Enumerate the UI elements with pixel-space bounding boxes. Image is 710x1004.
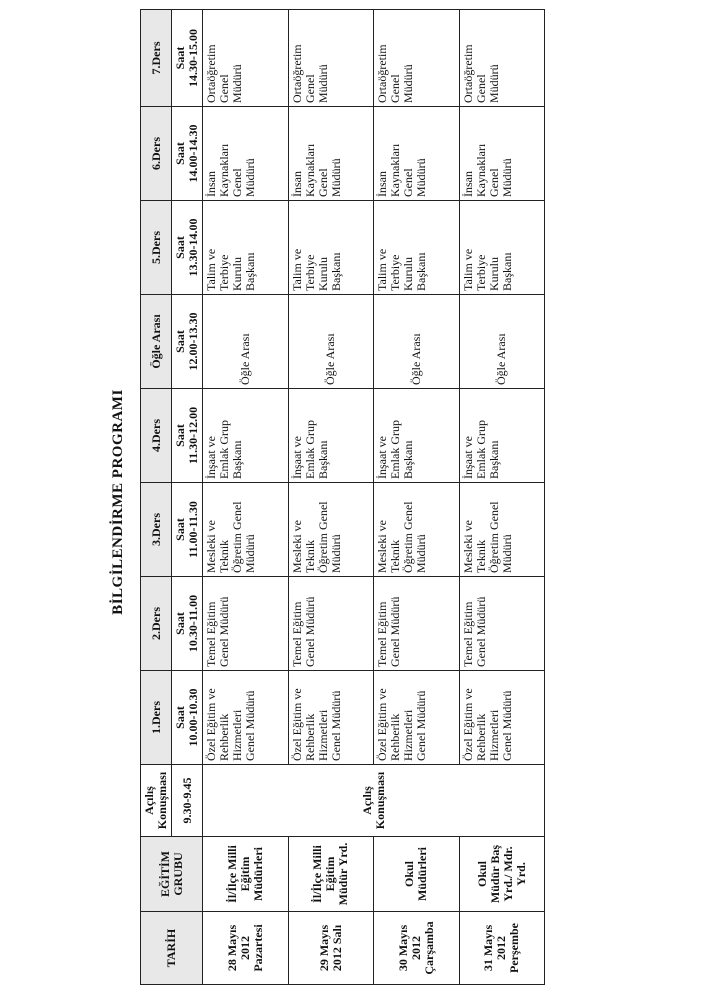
lesson-line: Teknik xyxy=(302,539,317,573)
lesson-line: Emlak Grup xyxy=(473,420,488,479)
lesson-line: Rehberlik xyxy=(217,713,231,761)
lesson-line: Talim ve xyxy=(204,248,218,291)
lesson-line: İnsan xyxy=(460,171,475,197)
header-time-line: Saat xyxy=(173,330,187,353)
lesson-line: Başkanı xyxy=(414,252,428,291)
lesson-line: Genel xyxy=(230,168,244,197)
lesson-line: Hizmetleri xyxy=(486,709,501,761)
group-line: İl/İlçe Milli xyxy=(310,845,325,903)
header-time-line: Saat xyxy=(173,142,187,165)
header-time-5 xyxy=(172,295,203,389)
lesson-line: İnşaat ve xyxy=(375,436,389,479)
lesson-cell xyxy=(459,107,545,201)
lesson-line: Emlak Grup xyxy=(302,420,317,479)
lesson-line: Kurulu xyxy=(486,257,501,291)
group-line: Yrd./ Mdr. xyxy=(500,846,515,902)
lesson-line: Temel Eğitim xyxy=(204,601,218,667)
header-lesson-5: Öğle Arası xyxy=(141,295,172,389)
lesson-cell xyxy=(288,10,374,107)
header-time-line: 11.30-12.00 xyxy=(186,406,200,465)
lesson-line: Talim ve xyxy=(460,248,475,291)
group-line: Müdür Yrd. xyxy=(336,842,351,906)
header-time-line: 14.00-14.30 xyxy=(186,124,200,183)
lesson-line: Müdürü xyxy=(499,534,514,573)
group-line: Müdürleri xyxy=(415,847,430,901)
table-row xyxy=(374,10,460,985)
lesson-cell xyxy=(374,577,460,671)
header-time-2 xyxy=(172,577,203,671)
lesson-line: Emlak Grup xyxy=(217,420,231,479)
lesson-line: Öğle Arası xyxy=(323,333,338,385)
lesson-line: Genel Müdürü xyxy=(217,596,231,667)
header-time-line: 14.30-15.00 xyxy=(186,29,200,87)
header-date: TARİH xyxy=(141,912,203,985)
lesson-line: Müdürü xyxy=(243,534,257,573)
lesson-line: Genel Müdürü xyxy=(499,690,514,761)
schedule-table xyxy=(140,9,545,985)
lesson-line: Teknik xyxy=(388,539,402,573)
lesson-line: Temel Eğitim xyxy=(460,601,475,667)
lesson-cell xyxy=(203,10,289,107)
lesson-line: Özel Eğitim ve xyxy=(289,688,304,761)
lesson-line: Öğle Arası xyxy=(408,333,423,385)
date-cell xyxy=(288,912,374,985)
lesson-cell xyxy=(203,577,289,671)
lesson-cell xyxy=(374,389,460,483)
header-opening-line: Konuşması xyxy=(155,771,169,830)
lesson-cell xyxy=(203,107,289,201)
page-title: BİLGİLENDİRME PROGRAMI xyxy=(110,389,126,615)
lesson-cell xyxy=(288,483,374,577)
lesson-cell xyxy=(203,389,289,483)
lesson-line: Ortaöğretim xyxy=(375,44,389,103)
header-time-line: Saat xyxy=(173,612,187,635)
lesson-line: Mesleki ve xyxy=(289,520,304,573)
lesson-line: Müdürü xyxy=(243,158,257,197)
header-opening xyxy=(141,765,172,837)
table-row xyxy=(459,10,545,985)
lesson-line: Başkanı xyxy=(243,252,257,291)
lesson-line: İnsan xyxy=(289,171,304,197)
date-cell xyxy=(203,912,289,985)
date-line: Çarşamba xyxy=(421,921,436,975)
lesson-cell xyxy=(374,483,460,577)
lesson-line: Ortaöğretim xyxy=(204,44,218,103)
header-time-1 xyxy=(172,671,203,765)
lesson-line: Mesleki ve xyxy=(204,520,218,573)
lesson-line: Genel Müdürü xyxy=(302,596,317,667)
header-opening-time: 9.30-9.45 xyxy=(172,765,203,837)
lesson-line: Hizmetleri xyxy=(315,709,330,761)
lesson-cell xyxy=(374,107,460,201)
header-time-8 xyxy=(172,10,203,107)
header-lesson-8: 7.Ders xyxy=(141,10,172,107)
group-cell xyxy=(459,837,545,912)
lesson-line: Müdürü xyxy=(499,158,514,197)
lesson-line: Müdürü xyxy=(414,534,428,573)
lesson-line: Emlak Grup xyxy=(388,420,402,479)
group-line: Okul xyxy=(474,861,489,888)
lesson-line: Müdürü xyxy=(328,534,343,573)
lesson-cell xyxy=(288,577,374,671)
lesson-cell xyxy=(288,389,374,483)
group-line: Eğitim xyxy=(323,856,338,892)
date-line: 2012 xyxy=(408,936,423,960)
lunch-cell xyxy=(459,295,545,389)
lesson-line: Kaynakları xyxy=(302,143,317,197)
lesson-line: Başkanı xyxy=(328,252,343,291)
group-line: Yrd. xyxy=(513,862,528,886)
opening-cell xyxy=(203,765,545,837)
lesson-line: Öğretim Genel xyxy=(315,501,330,573)
header-lesson-3: 3.Ders xyxy=(141,483,172,577)
lesson-line: Başkanı xyxy=(401,440,415,479)
lesson-line: Ortaöğretim xyxy=(460,44,475,103)
lesson-line: Müdürü xyxy=(230,64,244,103)
lesson-line: Genel xyxy=(486,168,501,197)
date-line: 30 Mayıs xyxy=(395,924,410,972)
lesson-line: Genel xyxy=(302,74,317,103)
group-line: Müdür Baş xyxy=(487,844,502,904)
lesson-line: Özel Eğitim ve xyxy=(204,688,218,761)
header-time-3 xyxy=(172,483,203,577)
date-line: Pazartesi xyxy=(250,924,265,972)
lesson-line: Başkanı xyxy=(486,440,501,479)
lesson-cell xyxy=(288,201,374,295)
table-row xyxy=(288,10,374,985)
lesson-cell xyxy=(288,671,374,765)
header-time-line: 11.00-11.30 xyxy=(186,501,200,558)
group-cell xyxy=(288,837,374,912)
date-line: 28 Mayıs xyxy=(224,924,239,972)
lunch-cell xyxy=(374,295,460,389)
header-lesson-4: 4.Ders xyxy=(141,389,172,483)
header-opening-line: Açılış xyxy=(142,786,156,815)
lesson-cell xyxy=(203,671,289,765)
lesson-line: Öğretim Genel xyxy=(230,501,244,573)
lesson-line: Genel xyxy=(401,168,415,197)
lesson-cell xyxy=(459,577,545,671)
header-row xyxy=(141,10,172,985)
lesson-line: Ortaöğretim xyxy=(289,44,304,103)
header-time-line: 12.00-13.30 xyxy=(186,312,200,371)
lesson-line: Teknik xyxy=(473,539,488,573)
lesson-cell xyxy=(374,201,460,295)
header-group-line: GRUBU xyxy=(170,852,185,896)
lesson-line: Öğretim Genel xyxy=(486,501,501,573)
lesson-line: Başkanı xyxy=(230,440,244,479)
lesson-cell xyxy=(459,10,545,107)
lesson-line: Terbiye xyxy=(217,254,231,291)
header-time-line: Saat xyxy=(173,424,187,447)
header-lesson-2: 2.Ders xyxy=(141,577,172,671)
lesson-line: Terbiye xyxy=(302,254,317,291)
header-time-line: Saat xyxy=(173,46,187,70)
lesson-cell xyxy=(459,483,545,577)
lesson-cell xyxy=(459,671,545,765)
date-cell xyxy=(459,912,545,985)
lesson-line: Talim ve xyxy=(289,248,304,291)
lesson-line: Talim ve xyxy=(375,248,389,291)
lunch-cell xyxy=(203,295,289,389)
header-time-line: 10.30-11.00 xyxy=(186,594,200,653)
lesson-line: Müdürü xyxy=(315,64,330,103)
header-time-line: Saat xyxy=(173,706,187,729)
lesson-line: Genel Müdürü xyxy=(414,690,428,761)
lesson-line: Genel Müdürü xyxy=(243,690,257,761)
header-lesson-7: 6.Ders xyxy=(141,107,172,201)
date-line: 31 Mayıs xyxy=(481,924,496,972)
header-time-line: 13.30-14.00 xyxy=(186,218,200,277)
group-line: İl/İlçe Milli xyxy=(224,845,239,903)
lesson-line: Genel Müdürü xyxy=(328,690,343,761)
lesson-line: İnşaat ve xyxy=(204,436,218,479)
group-line: Okul xyxy=(402,861,417,888)
lesson-cell xyxy=(459,389,545,483)
lesson-line: Rehberlik xyxy=(302,713,317,761)
header-lesson-1: 1.Ders xyxy=(141,671,172,765)
lesson-line: İnşaat ve xyxy=(289,436,304,479)
lesson-line: Müdürü xyxy=(486,64,501,103)
lesson-line: Terbiye xyxy=(388,254,402,291)
header-time-line: Saat xyxy=(173,236,187,259)
lesson-line: Kurulu xyxy=(230,257,244,291)
lesson-line: Kurulu xyxy=(315,257,330,291)
lesson-line: Öğle Arası xyxy=(494,333,509,385)
date-cell xyxy=(374,912,460,985)
lesson-line: Kurulu xyxy=(401,257,415,291)
lesson-line: Genel xyxy=(473,74,488,103)
lesson-line: İnşaat ve xyxy=(460,436,475,479)
header-time-7 xyxy=(172,107,203,201)
lesson-cell xyxy=(374,671,460,765)
lesson-cell xyxy=(203,201,289,295)
lunch-cell xyxy=(288,295,374,389)
header-time-4 xyxy=(172,389,203,483)
date-line: Perşembe xyxy=(507,923,522,973)
lesson-line: Özel Eğitim ve xyxy=(375,688,389,761)
group-cell xyxy=(374,837,460,912)
lesson-line: Genel xyxy=(315,168,330,197)
lesson-line: Kaynakları xyxy=(388,143,402,197)
lesson-line: Rehberlik xyxy=(473,713,488,761)
lesson-line: Temel Eğitim xyxy=(289,601,304,667)
lesson-line: Temel Eğitim xyxy=(375,601,389,667)
lesson-line: Müdürü xyxy=(414,158,428,197)
lesson-line: Terbiye xyxy=(473,254,488,291)
table-row xyxy=(203,10,289,985)
lesson-line: Kaynakları xyxy=(473,143,488,197)
opening-line: Konuşması xyxy=(372,771,387,830)
lesson-line: Müdürü xyxy=(401,64,415,103)
lesson-line: Genel Müdürü xyxy=(388,596,402,667)
lesson-line: Başkanı xyxy=(315,440,330,479)
date-line: 2012 Salı xyxy=(329,924,344,972)
lesson-cell xyxy=(459,201,545,295)
lesson-line: Genel xyxy=(217,74,231,103)
lesson-line: Teknik xyxy=(217,539,231,573)
group-cell xyxy=(203,837,289,912)
lesson-cell xyxy=(203,483,289,577)
lesson-line: Müdürü xyxy=(328,158,343,197)
lesson-line: Kaynakları xyxy=(217,143,231,197)
group-line: Müdürleri xyxy=(250,847,265,901)
date-line: 29 Mayıs xyxy=(316,924,331,972)
date-line: 2012 xyxy=(494,936,509,960)
lesson-line: Mesleki ve xyxy=(375,520,389,573)
lesson-line: Özel Eğitim ve xyxy=(460,688,475,761)
lesson-line: Genel xyxy=(388,74,402,103)
header-time-line: Saat xyxy=(173,518,187,541)
header-group-line: EĞİTİM xyxy=(157,851,172,898)
group-line: Eğitim xyxy=(237,856,252,892)
header-group xyxy=(141,837,203,912)
header-time-6 xyxy=(172,201,203,295)
header-time-line: 10.00-10.30 xyxy=(186,688,200,747)
lesson-line: Genel Müdürü xyxy=(473,596,488,667)
lesson-line: Öğretim Genel xyxy=(401,501,415,573)
lesson-line: İnsan xyxy=(204,171,218,197)
lesson-line: Başkanı xyxy=(499,252,514,291)
lesson-line: Rehberlik xyxy=(388,713,402,761)
lesson-line: Hizmetleri xyxy=(230,709,244,761)
lesson-line: Mesleki ve xyxy=(460,520,475,573)
lesson-cell xyxy=(288,107,374,201)
lesson-line: İnsan xyxy=(375,171,389,197)
lesson-cell xyxy=(374,10,460,107)
lesson-line: Öğle Arası xyxy=(237,333,252,385)
opening-line: Açılış xyxy=(359,786,374,815)
header-lesson-6: 5.Ders xyxy=(141,201,172,295)
lesson-line: Hizmetleri xyxy=(401,709,415,761)
date-line: 2012 xyxy=(237,936,252,960)
